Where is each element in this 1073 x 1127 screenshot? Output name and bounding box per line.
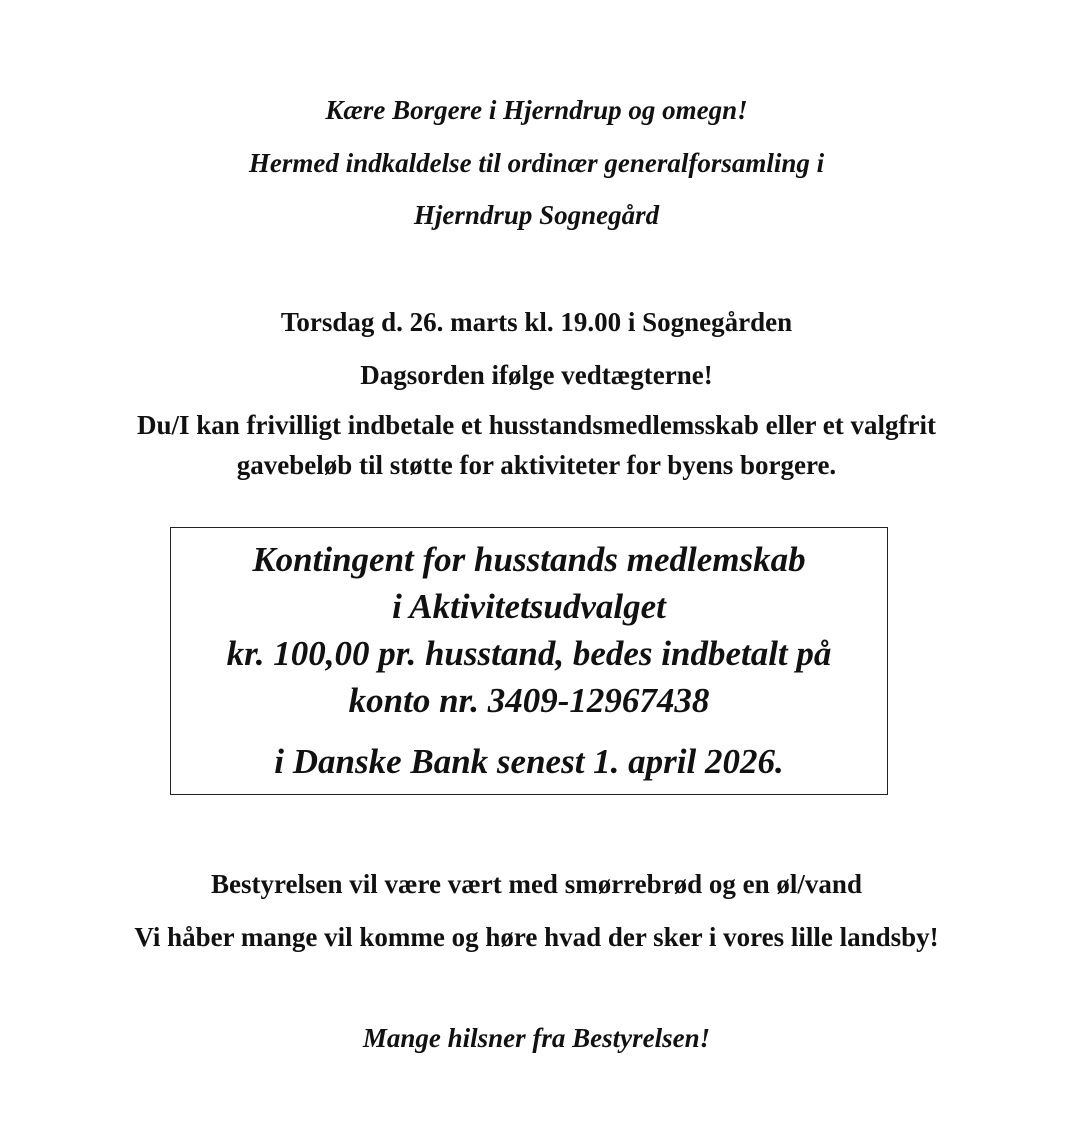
greeting-line: Kære Borgere i Hjerndrup og omegn!	[325, 95, 748, 125]
refreshments-line: Bestyrelsen vil være vært med smørrebrød og en øl/vand	[211, 869, 862, 899]
signoff: Mange hilsner fra Bestyrelsen!	[362, 1023, 711, 1053]
membership-box-line-2: i Aktivitetsudvalget	[392, 587, 666, 626]
membership-box-account: konto nr. 3409-12967438	[348, 681, 710, 720]
invitation-closing-line: Vi håber mange vil komme og høre hvad der sker i vores lille landsby!	[134, 922, 939, 952]
membership-box-fee: kr. 100,00 pr. husstand, bedes indbetalt på	[226, 634, 832, 673]
donation-line-1: Du/I kan frivilligt indbetale et husstandsmedlemsskab eller et valgfrit	[136, 410, 937, 440]
membership-box-line-1: Kontingent for husstands medlemskab	[252, 540, 806, 579]
membership-box-deadline: i Danske Bank senest 1. april 2026.	[274, 742, 784, 781]
donation-line-2: gavebeløb til støtte for aktiviteter for byens borgere.	[236, 450, 837, 480]
invitation-line: Hermed indkaldelse til ordinær generalforsamling i	[248, 148, 825, 178]
venue-title: Hjerndrup Sognegård	[413, 200, 660, 230]
agenda-line: Dagsorden ifølge vedtægterne!	[360, 360, 713, 390]
membership-fee-box	[170, 527, 888, 795]
meeting-datetime: Torsdag d. 26. marts kl. 19.00 i Sognegården	[280, 307, 793, 337]
